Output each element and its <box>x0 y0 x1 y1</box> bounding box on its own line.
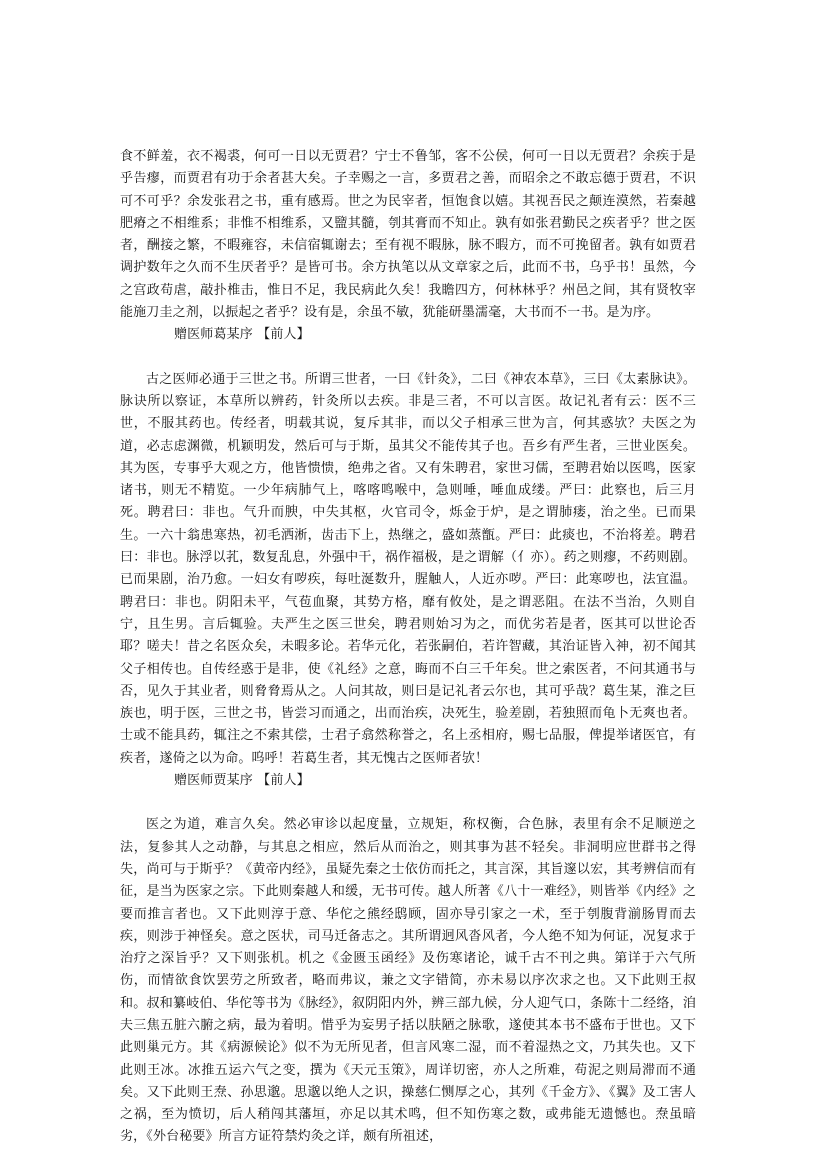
section-spacer <box>120 792 696 814</box>
preface-ending-paragraph: 食不鲜羞，衣不褐裘，何可一日以无贾君？宁士不鲁邹，客不公侯，何可一日以无贾君？余疾于是乎告瘳，而贾君有功于余者甚大矣。子幸赐之一言，多贾君之善，而昭余之不敢忘德于贾君，不识可不可乎？余发张君之书，重有感焉。世之为民宰者，恒饱食以嬉。其视吾民之颠连漠然，若秦越肥瘠之不相维系；非惟不相维系，又盬其髓，刳其膏而不知止。孰有如张君勤民之疾者乎？世之医者，酬接之繁，不暇雍容，未信宿辄谢去；至有视不暇脉，脉不暇方，而不可挽留者。孰有如贾君调护数年之久而不生厌者乎？是皆可书。余方执笔以从文章家之后，此而不书，乌乎书！虽然，今之宫政苟虐，敲扑椎击，惟日不足，我民病此久矣！我瞻四方，何林林乎？州邑之间，其有贤牧宰能施刀圭之剂，以振起之者乎？设有是，余虽不敏，犹能研墨濡毫，大书而不一书。是为序。 <box>120 149 696 321</box>
body-paragraph-ge: 古之医师必通于三世之书。所谓三世者，一曰《针灸》，二曰《神农本草》，三曰《太素脉诀》。脉诀所以察证，本草所以辨药，针灸所以去疾。非是三者，不可以言医。故记礼者有云：医不三世，不服其药也。传经者，明载其说，复斥其非，而以父子相承三世为言，何其惑欤？夫医之为道，必志虑渊微，机颖明发，然后可与于斯，虽其父不能传其子也。吾乡有严生者，三世业医矣。其为医，专事乎大观之方，他皆愦愦，绝弗之省。又有朱聘君，家世习儒，至聘君始以医鸣，医家诸书，则无不精览。一少年病肺气上，喀喀鸣喉中，急则唾，唾血成缕。严曰：此察也，后三月死。聘君曰：非也。气升而腴，中失其枢，火官司令，烁金于炉，是之谓肺瘘，治之坐。已而果生。一六十翁患寒热，初毛洒淅，齿击下上，热继之，盛如蒸甑。严曰：此痰也，不治将差。聘君曰：非也。脉浮以芤，数复乱息，外强中干，祸作福极，是之谓解（亻亦）。药之则瘳，不药则剧。已而果剧，治乃愈。一妇女有哕疾，每吐涎数升，腥触人，人近亦哕。严曰：此寒哕也，法宜温。聘君曰：非也。阴阳未平，气苞血聚，其势方格，靡有攸处，是之谓恶阻。在法不当治，久则自宁，且生男。言后辄验。夫严生之医三世矣，聘君则始习为之，而优劣若是者，医其可以世论否耶？嗟夫！昔之名医众矣，未暇多论。若华元化，若张嗣伯，若许智藏，其治证皆入神，初不闻其父子相传也。自传经惑于是非，使《礼经》之意，晦而不白三千年矣。世之索医者，不问其通书与否，见久于其业者，则脅脅焉从之。人问其故，则曰是记礼者云尔也，其可乎哉？葛生某，淮之巨族也，明于医，三世之书，皆尝习而通之，出而治疾，决死生，验差剧，若独照而龟卜无爽也者。士或不能具药，辄注之不索其偿，士君子翕然称誉之，名上丞相府，赐七品服，俾提举诸医官，有疾者，遂倚之以为命。呜呼！若葛生者，其无愧古之医师者欤！ <box>120 371 696 766</box>
section-heading-jia: 赠医师贾某序 【前人】 <box>174 773 310 789</box>
document-page <box>120 146 696 1149</box>
body-paragraph-jia: 医之为道，难言久矣。然必审诊以起度量，立规矩，称权衡，合色脉，表里有余不足顺逆之法，复参其人之动静，与其息之相应，然后从而治之，则其事为甚不轻矣。非洞明应世群书之得失，尚可与于斯乎？《黄帝内经》，虽疑先秦之士依仿而托之，其言深，其旨邃以宏，其考辨信而有征，是当为医家之宗。下此则秦越人和缓，无书可传。越人所著《八十一难经》，则皆举《内经》之要而推言者也。又下此则淳于意、华佗之熊经鸱顾，固亦导引家之一术，至于刳腹背湔肠胃而去疾，则涉于神怪矣。意之医状，司马迁备志之。其所谓迥风沓风者，今人绝不知为何证，况复求于治疗之深旨乎？又下则张机。机之《金匮玉函经》及伤寒诸论，诚千古不刊之典。第详于六气所伤，而情欲食饮罢劳之所致者，略而弗议，兼之文字错简，亦未易以序次求之也。又下此则王叔和。叔和纂岐伯、华佗等书为《脉经》，叙阴阳内外，辨三部九候，分人迎气口，条陈十二经络，洎夫三焦五脏六腑之病，最为着明。惜乎为妄男子括以肤陋之脉歌，遂使其本书不盛布于世也。又下此则巢元方。其《病源候论》似不为无所见者，但言风寒二湿，而不着湿热之文，乃其失也。又下此则王冰。冰推五运六气之变，撰为《天元玉策》，周详切密，亦人之所难，苟泥之则局滞而不通矣。又下此则王焘、孙思邈。思邈以绝人之识，操慈仁恻厚之心，其列《千金方》、《翼》及工害人之祸，至为愤切，后人稍闯其藩垣，亦足以其术鸣，但不知伤寒之数，或弗能无遗憾也。焘虽暗劣，《外台秘要》所言方证符禁灼灸之详，颇有所祖述， <box>120 817 696 1145</box>
section-heading-ge: 赠医师葛某序 【前人】 <box>174 327 310 343</box>
section-spacer <box>120 347 696 369</box>
